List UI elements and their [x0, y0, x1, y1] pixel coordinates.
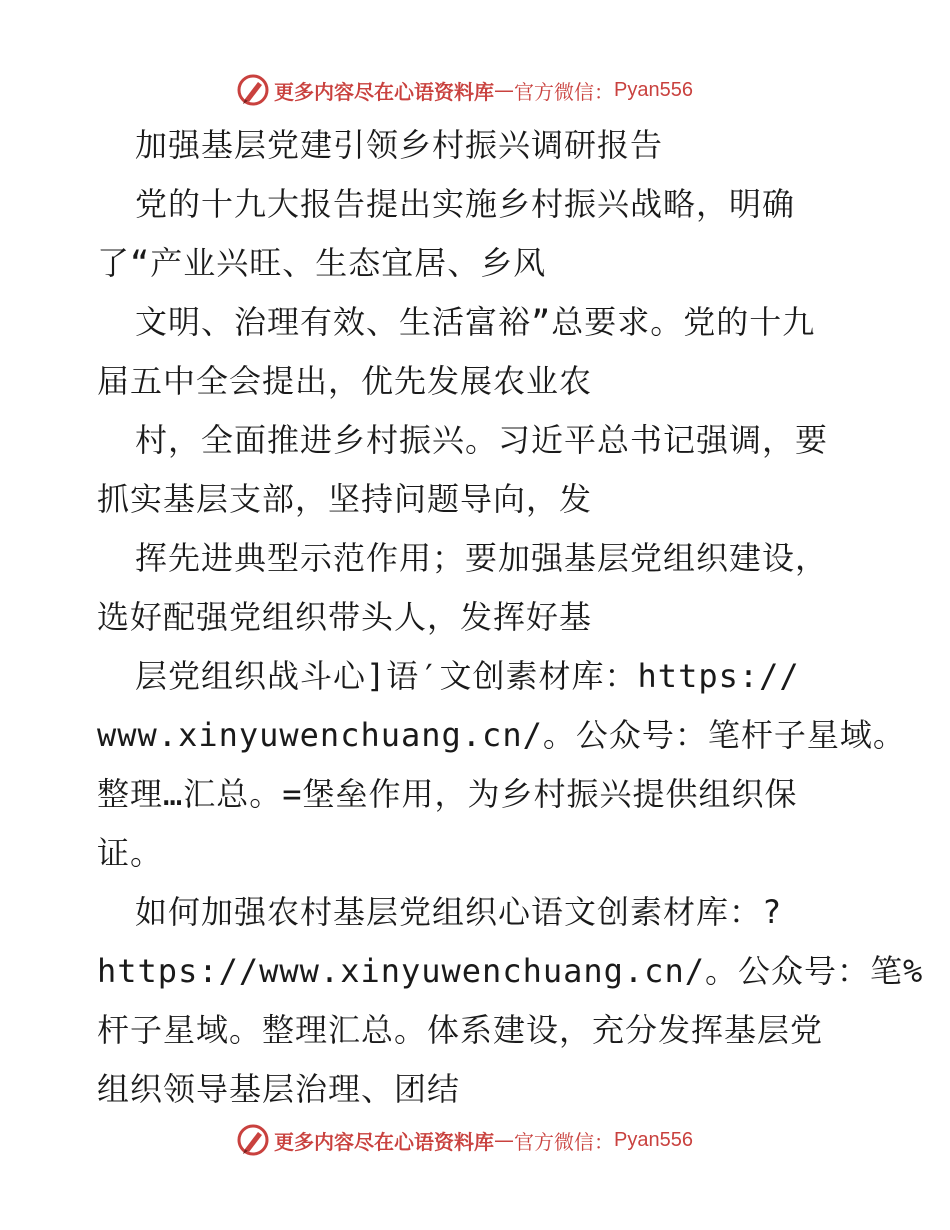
- text-line: https://www.xinyuwenchuang.cn/。公众号：笔%: [97, 952, 924, 990]
- watermark-official-label: 官方微信：: [514, 1129, 614, 1154]
- text-line: 抓实基层支部，坚持问题导向，发: [97, 480, 593, 518]
- pen-logo-icon: [236, 73, 270, 107]
- watermark-dash: —: [494, 78, 514, 102]
- text-line: 整理…汇总。=堡垒作用，为乡村振兴提供组织保: [97, 775, 798, 813]
- text-line: 挥先进典型示范作用；要加强基层党组织建设，: [135, 539, 829, 577]
- watermark-dash: —: [494, 1128, 514, 1152]
- watermark-text: 更多内容尽在心语资料库: [274, 1129, 494, 1154]
- watermark-handle: Pyan556: [614, 78, 693, 101]
- text-line: 杆子星域。整理汇总。体系建设，充分发挥基层党: [97, 1011, 824, 1049]
- text-line: 村，全面推进乡村振兴。习近平总书记强调，要: [135, 421, 829, 459]
- text-line: 加强基层党建引领乡村振兴调研报告: [135, 126, 664, 164]
- text-line: 证。: [97, 834, 164, 872]
- text-line: 届五中全会提出，优先发展农业农: [97, 362, 593, 400]
- text-line: 党的十九大报告提出实施乡村振兴战略，明确: [135, 185, 796, 223]
- text-line: 如何加强农村基层党组织心语文创素材库：?: [135, 893, 783, 931]
- footer-watermark: [236, 1120, 716, 1160]
- text-line: 了“产业兴旺、生态宜居、乡风: [97, 244, 547, 282]
- text-line: 文明、治理有效、生活富裕”总要求。党的十九: [135, 303, 816, 341]
- text-line: 组织领导基层治理、团结: [97, 1070, 461, 1108]
- watermark-official-label: 官方微信：: [514, 79, 614, 104]
- header-watermark: [236, 70, 716, 110]
- document-body: [97, 116, 924, 1119]
- text-line: 选好配强党组织带头人，发挥好基: [97, 598, 593, 636]
- text-line: www.xinyuwenchuang.cn/。公众号：笔杆子星域。: [97, 716, 906, 754]
- pen-logo-icon: [236, 1123, 270, 1157]
- watermark-handle: Pyan556: [614, 1128, 693, 1151]
- text-line: 层党组织战斗心]语′文创素材库：https://: [135, 657, 800, 695]
- watermark-text: 更多内容尽在心语资料库: [274, 79, 494, 104]
